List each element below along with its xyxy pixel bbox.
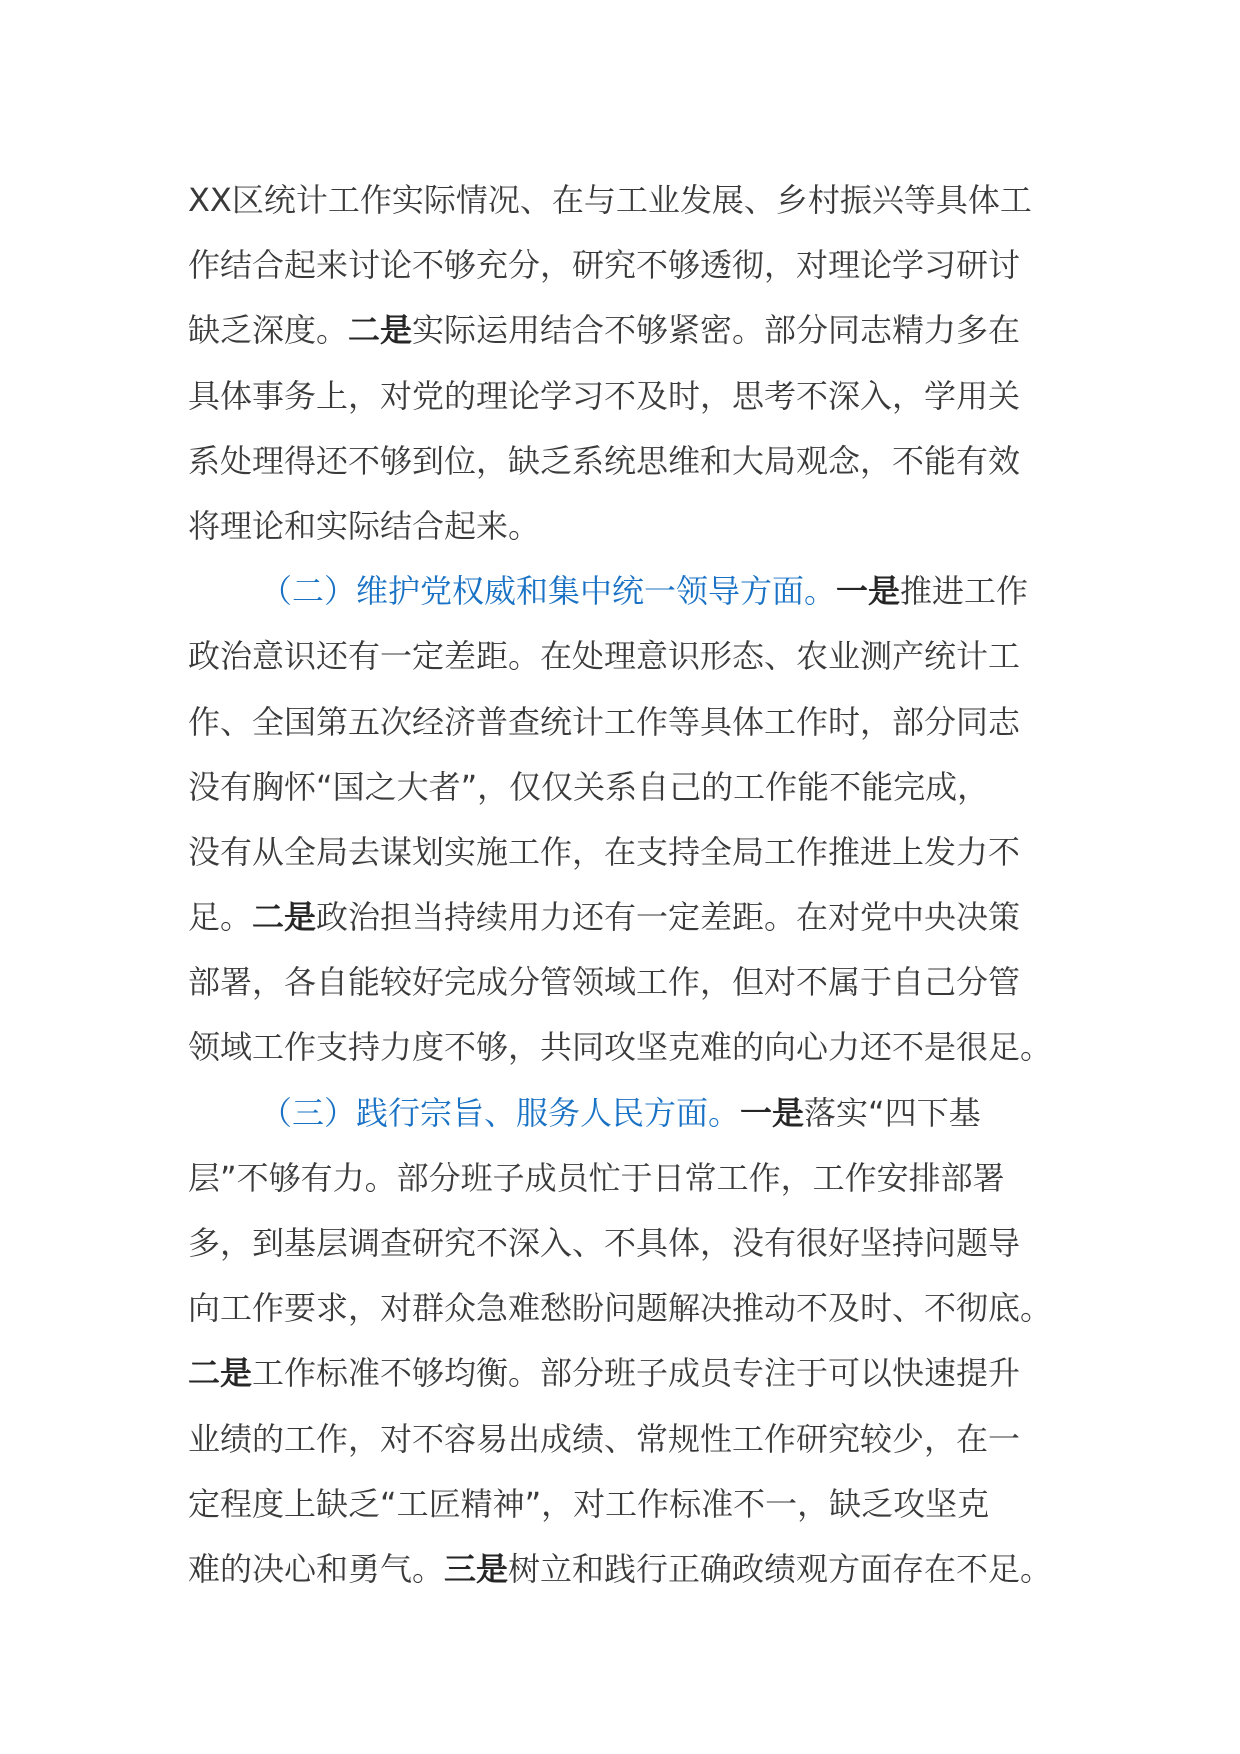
section-heading-3 xyxy=(188,1081,1060,1146)
line-22-bold-marker: 三是 xyxy=(444,1549,509,1588)
line-12-text-a: 足。 xyxy=(188,898,253,937)
text-line-9 xyxy=(188,690,1060,755)
section-heading-2 xyxy=(188,559,1060,624)
text-line-6 xyxy=(188,494,1060,559)
line-7-text: 推进工作 xyxy=(900,572,1029,611)
line-7-bold-marker: 一是 xyxy=(836,572,901,611)
line-2-text: 作结合起来讨论不够充分，研究不够透彻，对理论学习研讨 xyxy=(188,246,1021,285)
text-line-20 xyxy=(188,1407,1060,1472)
line-3-bold-marker: 二是 xyxy=(348,311,413,350)
line-19-text: 工作标准不够均衡。部分班子成员专注于可以快速提升 xyxy=(252,1354,1021,1393)
line-15-bold-marker: 一是 xyxy=(740,1093,805,1132)
line-12-bold-marker: 二是 xyxy=(252,898,317,937)
text-line-18 xyxy=(188,1276,1060,1341)
document-page xyxy=(188,168,1060,1602)
line-6-text: 将理论和实际结合起来。 xyxy=(188,506,541,545)
text-line-12 xyxy=(188,885,1060,950)
section-3-title: （三）践行宗旨、服务人民方面。 xyxy=(260,1093,741,1132)
line-3-text-b: 实际运用结合不够紧密。部分同志精力多在 xyxy=(412,311,1021,350)
text-line-17 xyxy=(188,1211,1060,1276)
line-22-text-a: 难的决心和勇气。 xyxy=(188,1549,445,1588)
line-16-text: 层”不够有力。部分班子成员忙于日常工作，工作安排部署 xyxy=(188,1158,1005,1197)
line-18-text: 向工作要求，对群众急难愁盼问题解决推动不及时、不彻底。 xyxy=(188,1289,1053,1328)
line-22-text-b: 树立和践行正确政绩观方面存在不足。 xyxy=(508,1549,1053,1588)
line-13-text: 部署，各自能较好完成分管领域工作，但对不属于自己分管 xyxy=(188,963,1021,1002)
line-12-text-b: 政治担当持续用力还有一定差距。在对党中央决策 xyxy=(316,898,1021,937)
text-line-14 xyxy=(188,1015,1060,1080)
line-14-text: 领域工作支持力度不够，共同攻坚克难的向心力还不是很足。 xyxy=(188,1028,1053,1067)
text-line-1 xyxy=(188,168,1060,233)
line-21-text: 定程度上缺乏“工匠精神”，对工作标准不一，缺乏攻坚克 xyxy=(188,1484,990,1523)
line-5-text: 系处理得还不够到位，缺乏系统思维和大局观念，不能有效 xyxy=(188,441,1021,480)
text-line-19 xyxy=(188,1341,1060,1406)
line-3-text-a: 缺乏深度。 xyxy=(188,311,349,350)
line-1-text: XX区统计工作实际情况、在与工业发展、乡村振兴等具体工 xyxy=(188,181,1032,219)
line-15-text: 落实“四下基 xyxy=(804,1093,981,1132)
line-17-text: 多，到基层调查研究不深入、不具体，没有很好坚持问题导 xyxy=(188,1224,1021,1262)
text-line-5 xyxy=(188,429,1060,494)
text-line-10 xyxy=(188,755,1060,820)
line-9-text: 作、全国第五次经济普查统计工作等具体工作时，部分同志 xyxy=(188,702,1021,741)
line-20-text: 业绩的工作，对不容易出成绩、常规性工作研究较少，在一 xyxy=(188,1419,1021,1458)
text-line-8 xyxy=(188,624,1060,689)
text-line-11 xyxy=(188,820,1060,885)
text-line-13 xyxy=(188,950,1060,1015)
line-11-text: 没有从全局去谋划实施工作，在支持全局工作推进上发力不 xyxy=(188,832,1021,871)
line-19-bold-marker: 二是 xyxy=(188,1354,253,1393)
text-line-22 xyxy=(188,1537,1060,1602)
text-line-4 xyxy=(188,364,1060,429)
text-line-2 xyxy=(188,233,1060,298)
text-line-21 xyxy=(188,1472,1060,1537)
line-4-text: 具体事务上，对党的理论学习不及时，思考不深入，学用关 xyxy=(188,376,1021,415)
text-line-16 xyxy=(188,1146,1060,1211)
text-line-3 xyxy=(188,298,1060,363)
section-2-title: （二）维护党权威和集中统一领导方面。 xyxy=(260,572,837,611)
line-10-text: 没有胸怀“国之大者”，仅仅关系自己的工作能不能完成， xyxy=(188,767,990,806)
line-8-text: 政治意识还有一定差距。在处理意识形态、农业测产统计工 xyxy=(188,637,1021,676)
